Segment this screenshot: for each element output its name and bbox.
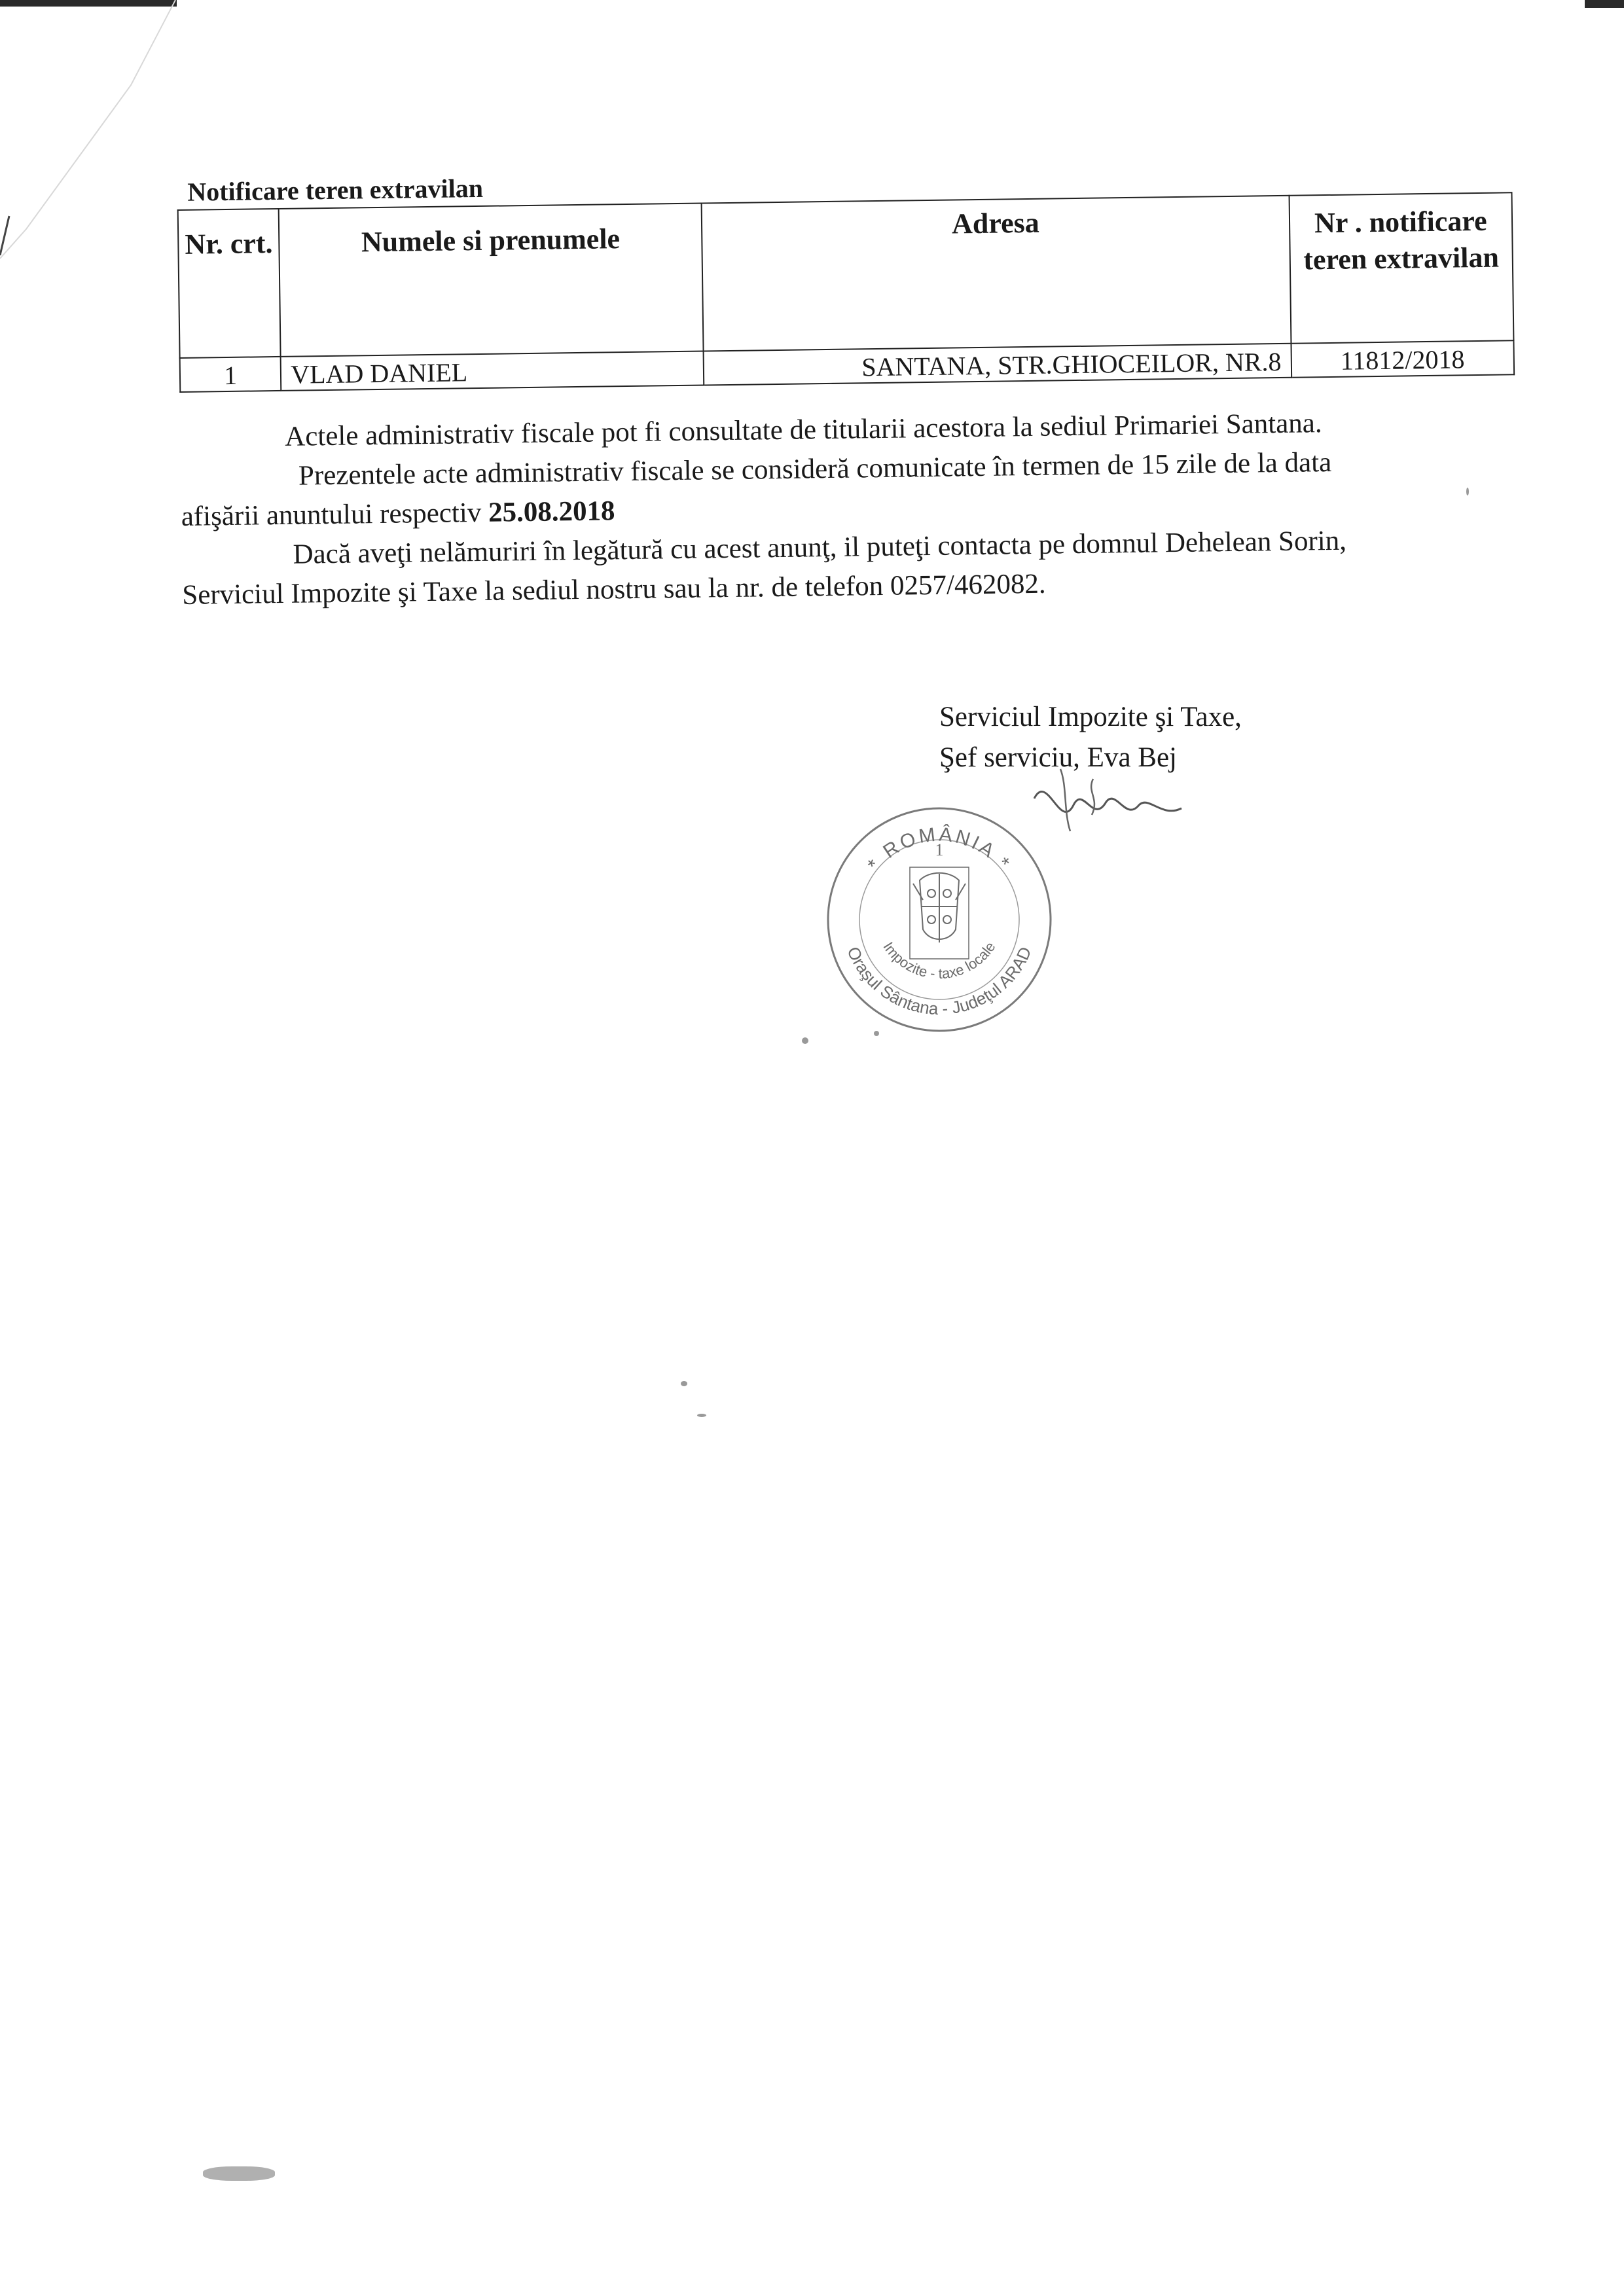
paragraph-consultation: Actele administrativ fiscale pot fi consultate de titularii acestora la sediul Primariei Santana. <box>284 408 1322 452</box>
scan-speck <box>697 1414 706 1417</box>
stamp-outer-text: Oraşul Sântana - Judeţul ARAD <box>843 943 1036 1019</box>
scan-speck <box>203 2166 275 2181</box>
paragraph-contact-line-2: Serviciul Impozite şi Taxe la sediul nostru sau la nr. de telefon 0257/462082. <box>182 568 1046 611</box>
cell-name: VLAD DANIEL <box>281 351 704 390</box>
posting-text: afişării anuntului respectiv <box>181 497 482 532</box>
document-body <box>177 159 1525 615</box>
cell-address: SANTANA, STR.GHIOCEILOR, NR.8 <box>704 344 1291 386</box>
stamp-number: 1 <box>935 840 944 859</box>
column-header-notification-nr: Nr . notificare teren extravilan <box>1289 192 1513 343</box>
cell-notification-nr: 11812/2018 <box>1291 340 1514 377</box>
scan-edge-right <box>1585 0 1624 8</box>
paragraph-contact-line-1: Dacă aveţi nelămuriri în legătură cu acest anunţ, il puteţi contacta pe domnul Dehelean Sorin, <box>293 525 1347 570</box>
cell-nr-crt: 1 <box>180 357 281 392</box>
scan-speck <box>681 1381 687 1386</box>
posting-date: 25.08.2018 <box>488 495 615 528</box>
scan-speck <box>802 1037 808 1044</box>
column-header-nr-crt: Nr. crt. <box>178 209 281 358</box>
notification-table <box>177 192 1515 393</box>
table-title: Notificare teren extravilan <box>187 173 484 207</box>
stamp-top-text: * ROMÂNIA * <box>863 823 1015 876</box>
svg-text:Impozite - taxe locale <box>880 939 998 982</box>
official-stamp <box>821 802 1057 1037</box>
stamp-inner-text: Impozite - taxe locale <box>880 939 999 982</box>
coat-of-arms-icon <box>910 867 969 959</box>
column-header-name: Numele si prenumele <box>279 204 704 357</box>
scan-fold-line <box>0 0 196 262</box>
table-header-row <box>178 192 1514 358</box>
signature-head-of-service: Şef serviciu, Eva Bej <box>939 742 1178 773</box>
column-header-address: Adresa <box>702 196 1291 351</box>
signature-department: Serviciul Impozite şi Taxe, <box>939 702 1242 732</box>
scan-speck <box>1466 488 1469 495</box>
paragraph-communication-line-1: Prezentele acte administrativ fiscale se consideră comunicate în termen de 15 zile de la data <box>298 446 1332 492</box>
notice-paragraphs <box>180 401 1525 615</box>
scan-speck <box>874 1031 879 1036</box>
